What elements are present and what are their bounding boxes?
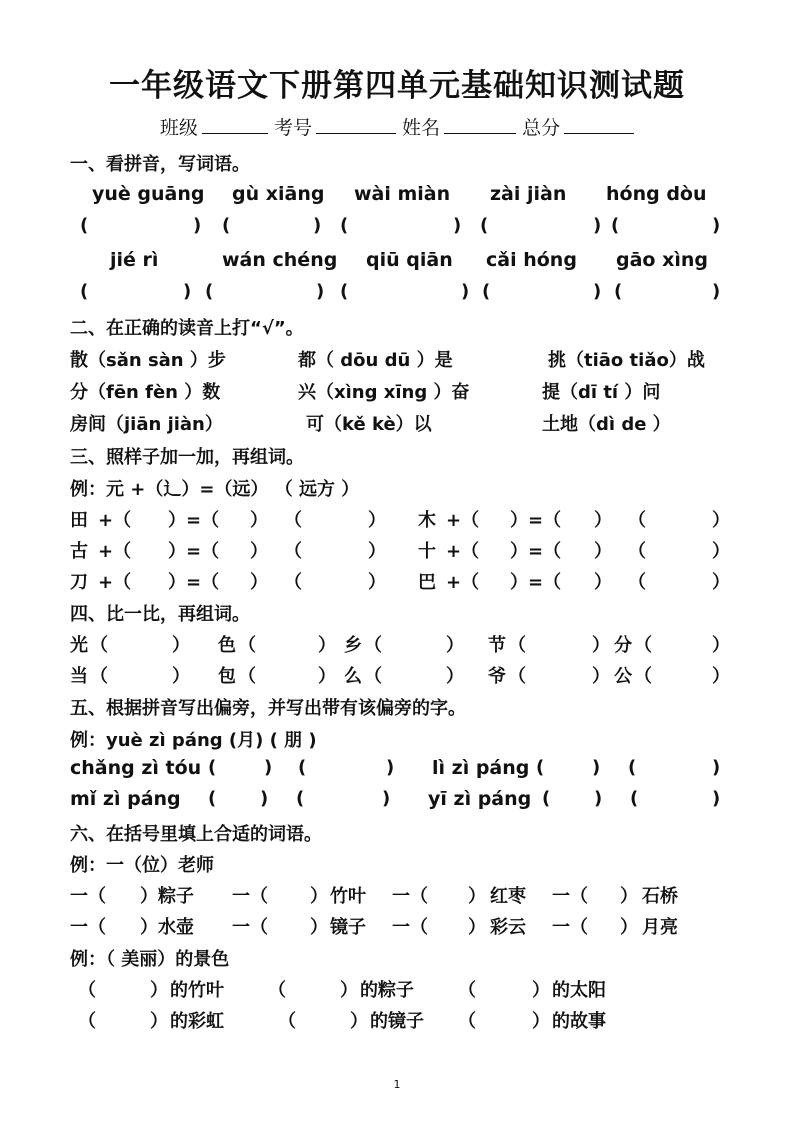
score-label: 总分: [522, 117, 561, 139]
add-parts-row-2: 古 +（ ）=（ ） （ ） 十 +（ ）=（ ） （ ）: [0, 537, 794, 567]
phrase: 的太阳: [552, 980, 606, 1001]
base-char: 木: [418, 510, 436, 531]
add-parts-row-3: 刀 +（ ）=（ ） （ ） 巴 +（ ）=（ ） （ ）: [0, 568, 794, 598]
compare-char: 乡: [344, 635, 362, 656]
reading-row-3: [0, 410, 794, 440]
reading-item[interactable]: 提（dī tí ）问: [542, 382, 661, 403]
pinyin-item: hóng dòu: [606, 183, 707, 205]
radical-row-1: chǎng zì tóu ( ) ( ) lì zì páng ( ) ( ): [70, 757, 721, 779]
section-3-example: 例：元 +（辶）=（远） （ 远方 ）: [70, 479, 360, 500]
compare-char: 包: [218, 666, 236, 687]
reading-item[interactable]: 兴（xìng xīng ）奋: [298, 382, 470, 403]
class-blank[interactable]: [202, 115, 268, 134]
phrase: 的粽子: [360, 980, 414, 1001]
compare-char: 光: [70, 635, 88, 656]
noun: 月亮: [642, 917, 678, 938]
base-char: 十: [418, 541, 436, 562]
pinyin-row-1: [0, 183, 794, 213]
reading-item[interactable]: 房间（jiān jiàn）: [70, 414, 223, 435]
noun: 竹叶: [330, 886, 366, 907]
compare-char: 公: [614, 666, 632, 687]
noun: 彩云: [490, 917, 526, 938]
section-5-example: 例：yuè zì páng (月) ( 朋 ): [70, 730, 317, 751]
pinyin-item: qiū qiān: [366, 249, 453, 271]
answer-brackets-row-1[interactable]: ( ) ( ) ( ) ( ) ( ): [80, 215, 721, 236]
compare-char: 当: [70, 666, 88, 687]
pinyin-item: gāo xìng: [616, 249, 708, 271]
exam-no-label: 考号: [273, 117, 312, 139]
reading-item[interactable]: 散（sǎn sàn ）步: [70, 350, 226, 371]
pinyin-item: wài miàn: [354, 183, 451, 205]
radical-pinyin: yī zì páng: [428, 788, 532, 810]
section-6-heading: 六、在括号里填上合适的词语。: [70, 824, 322, 845]
measure-word-row-1: 一（ ） 粽子 一（ ） 竹叶 一（ ） 红枣 一（ ） 石桥: [0, 882, 794, 912]
noun: 石桥: [642, 886, 678, 907]
score-blank[interactable]: [564, 115, 634, 134]
phrase: 的镜子: [370, 1011, 424, 1032]
section-6-example-1: 例：一（位）老师: [70, 855, 214, 876]
page-title: 一年级语文下册第四单元基础知识测试题: [109, 68, 685, 104]
base-char: 巴: [418, 572, 436, 593]
pinyin-row-2: [0, 249, 794, 279]
name-blank[interactable]: [444, 115, 516, 134]
noun: 镜子: [330, 917, 366, 938]
compare-row-2: 当 （ ） 包 （ ） 么 （ ） 爷 （ ） 公 （ ）: [0, 662, 794, 692]
base-char: 刀: [70, 572, 88, 593]
phrase: 的竹叶: [170, 980, 224, 1001]
pinyin-item: cǎi hóng: [486, 249, 577, 271]
reading-item[interactable]: 分（fēn fèn ）数: [70, 382, 221, 403]
measure-word-row-2: 一（ ） 水壶 一（ ） 镜子 一（ ） 彩云 一（ ） 月亮: [0, 913, 794, 943]
class-label: 班级: [159, 117, 198, 139]
section-5-heading: 五、根据拼音写出偏旁，并写出带有该偏旁的字。: [70, 698, 466, 719]
compare-row-1: 光 （ ） 色 （ ） 乡 （ ） 节 （ ） 分 （ ）: [0, 631, 794, 661]
phrase: 的故事: [552, 1011, 606, 1032]
section-6-example-2: 例：（ 美丽）的景色: [70, 949, 230, 970]
radical-pinyin: chǎng zì tóu: [70, 757, 202, 779]
section-4-heading: 四、比一比，再组词。: [70, 604, 250, 625]
pinyin-item: gù xiāng: [232, 183, 325, 205]
pinyin-item: yuè guāng: [92, 183, 205, 205]
compare-char: 节: [488, 635, 506, 656]
base-char: 古: [70, 541, 88, 562]
pinyin-item: zài jiàn: [490, 183, 567, 205]
reading-item[interactable]: 都（ dōu dū ）是: [298, 350, 453, 371]
noun: 水壶: [158, 917, 194, 938]
reading-item[interactable]: 土地（dì de ）: [542, 414, 671, 435]
radical-pinyin: mǐ zì páng: [70, 788, 181, 810]
add-parts-row-1: 田 +（ ）=（ ） （ ） 木 +（ ）=（ ） （ ）: [0, 506, 794, 536]
base-char: 田: [70, 510, 88, 531]
reading-row-2: [0, 378, 794, 408]
adjective-row-2: （ ） 的彩虹 （ ） 的镜子 （ ） 的故事: [0, 1007, 794, 1037]
compare-char: 么: [344, 666, 362, 687]
page-number: 1: [393, 1078, 401, 1091]
noun: 粽子: [158, 886, 194, 907]
compare-char: 色: [218, 635, 236, 656]
phrase: 的彩虹: [170, 1011, 224, 1032]
student-info-line: [0, 113, 794, 140]
radical-pinyin: lì zì páng: [432, 757, 530, 779]
adjective-row-1: （ ） 的竹叶 （ ） 的粽子 （ ） 的太阳: [0, 976, 794, 1006]
radical-row-2: mǐ zì páng ( ) ( ) yī zì páng ( ) ( ): [70, 788, 721, 810]
reading-item[interactable]: 可（kě kè）以: [306, 414, 432, 435]
section-2-heading: 二、在正确的读音上打“√”。: [70, 318, 304, 339]
answer-brackets-row-2[interactable]: ( ) ( ) ( ) ( ) ( ): [80, 281, 721, 302]
pinyin-item: wán chéng: [222, 249, 338, 271]
reading-item[interactable]: 挑（tiāo tiǎo）战: [548, 350, 705, 371]
section-3-heading: 三、照样子加一加，再组词。: [70, 447, 304, 468]
exam-no-blank[interactable]: [316, 115, 396, 134]
reading-row-1: [0, 346, 794, 376]
name-label: 姓名: [402, 117, 441, 139]
pinyin-item: jié rì: [110, 249, 159, 271]
section-1-heading: 一、看拼音，写词语。: [70, 154, 250, 175]
noun: 红枣: [490, 886, 526, 907]
compare-char: 分: [614, 635, 632, 656]
compare-char: 爷: [488, 666, 506, 687]
